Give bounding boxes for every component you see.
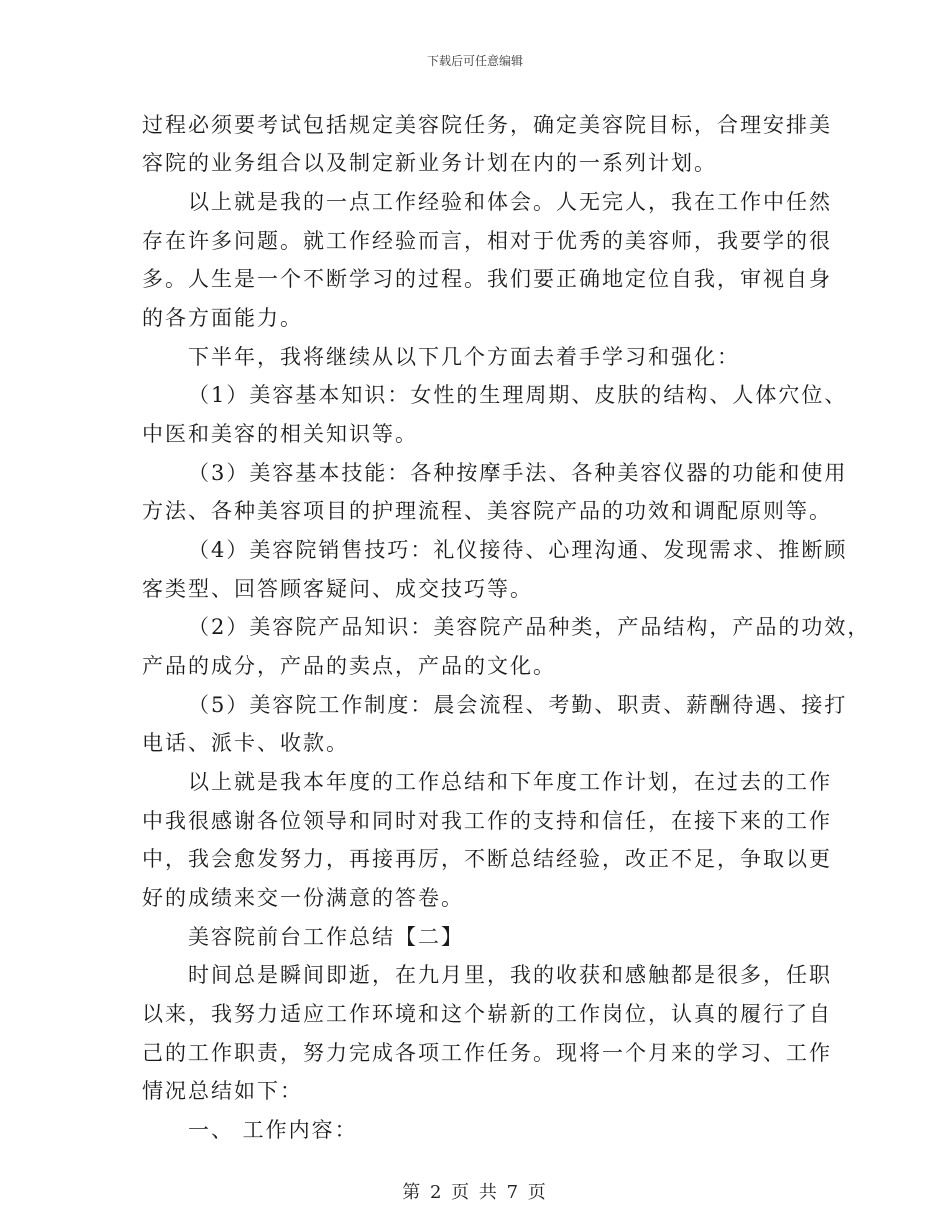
text-line: 情况总结如下： [142,1079,303,1103]
list-item: （1）美容基本知识：女性的生理周期、皮肤的结构、人体穴位、 [188,383,848,407]
text-line: 多。人生是一个不断学习的过程。我们要正确地定位自我，审视自身 [142,267,832,291]
text-line: 中医和美容的相关知识等。 [142,422,418,446]
text-line: 中我很感谢各位领导和同时对我工作的支持和信任，在接下来的工作 [142,809,832,833]
list-item: （3）美容基本技能：各种按摩手法、各种美容仪器的功能和使用 [188,461,848,485]
text-line: 中，我会愈发努力，再接再厉，不断总结经验，改正不足，争取以更 [142,847,832,871]
text-line: 时间总是瞬间即逝，在九月里，我的收获和感触都是很多，任职 [188,963,832,987]
page-header: 下载后可任意编辑 [426,54,523,68]
text-line: 存在许多问题。就工作经验而言，相对于优秀的美容师，我要学的很 [142,229,832,253]
text-line: 好的成绩来交一份满意的答卷。 [142,886,464,910]
text-line: 电话、派卡、收款。 [142,731,349,755]
text-line: 产品的成分，产品的卖点，产品的文化。 [142,654,556,678]
text-line: 下半年，我将继续从以下几个方面去着手学习和强化： [188,345,740,369]
text-line: 的各方面能力。 [142,306,303,330]
section-heading: 美容院前台工作总结【二】 [188,925,464,949]
list-item: （4）美容院销售技巧：礼仪接待、心理沟通、发现需求、推断顾 [188,538,848,562]
text-line: 以上就是我的一点工作经验和体会。人无完人，我在工作中任然 [188,190,832,214]
text-line: 以来，我努力适应工作环境和这个崭新的工作岗位，认真的履行了自 [142,1002,832,1026]
text-line: 客类型、回答顾客疑问、成交技巧等。 [142,577,533,601]
list-item: （2）美容院产品知识：美容院产品种类，产品结构，产品的功效， [188,615,871,639]
text-line: 方法、各种美容项目的护理流程、美容院产品的功效和调配原则等。 [142,499,832,523]
text-line: 过程必须要考试包括规定美容院任务，确定美容院目标，合理安排美 [142,113,832,137]
text-line: 己的工作职责，努力完成各项工作任务。现将一个月来的学习、工作 [142,1041,832,1065]
subsection-heading: 一、 工作内容： [188,1118,358,1142]
text-line: 以上就是我本年度的工作总结和下年度工作计划，在过去的工作 [188,770,832,794]
list-item: （5）美容院工作制度：晨会流程、考勤、职责、薪酬待遇、接打 [188,693,848,717]
page-number: 第 2 页 共 7 页 [402,1182,548,1203]
text-line: 容院的业务组合以及制定新业务计划在内的一系列计划。 [142,151,717,175]
